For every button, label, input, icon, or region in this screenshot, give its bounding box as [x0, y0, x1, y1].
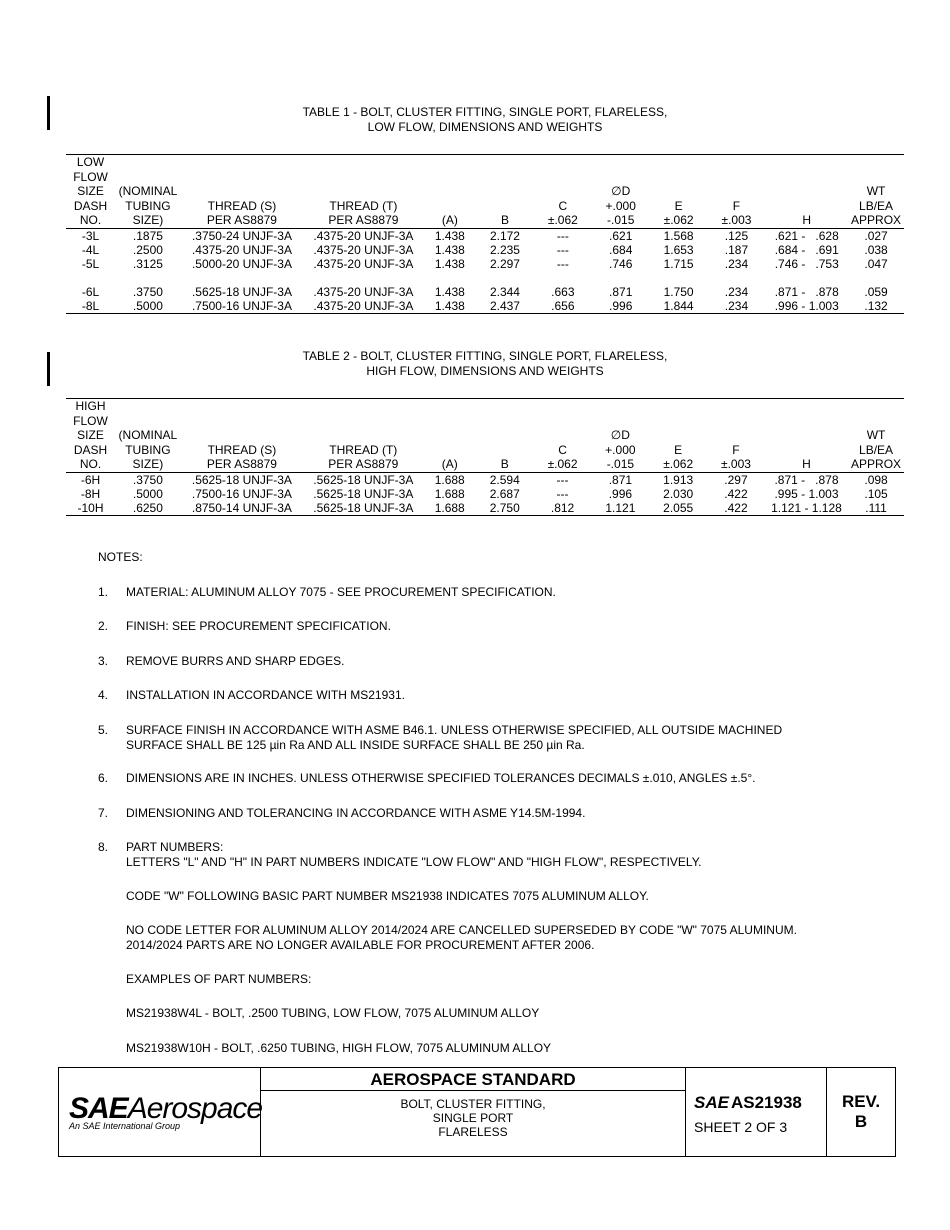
document-number-text: AS21938 — [730, 1093, 802, 1112]
cell-dim-d: .871 — [608, 472, 633, 487]
cell-thread-t: .4375-20 UNJF-3A — [303, 299, 424, 314]
table1-title-line1: TABLE 1 - BOLT, CLUSTER FITTING, SINGLE PORT, FLARELESS, — [302, 105, 668, 119]
col-header-dim-f-line: ±.003 — [721, 457, 751, 471]
col-header-tubing-size-line: TUBING — [125, 442, 171, 457]
cell-weight: .038 — [864, 242, 888, 257]
cell-dim-b: 2.172 — [489, 228, 520, 243]
col-header-dim-b — [476, 155, 534, 229]
cell-weight: .132 — [848, 299, 904, 314]
table1-header — [66, 155, 904, 229]
cell-dim-f: .125 — [724, 228, 749, 243]
col-header-tubing-size — [115, 399, 181, 473]
col-header-dash-no-line: FLOW — [73, 413, 108, 428]
col-header-dim-h — [765, 399, 848, 473]
cell-dash-no: -5L — [81, 256, 100, 271]
document-title — [261, 1097, 685, 1139]
cell-dim-c: .663 — [551, 284, 575, 299]
table-row — [66, 257, 904, 271]
cell-dim-e: 1.715 — [663, 256, 694, 271]
table2-header — [66, 399, 904, 473]
note-text-line: FINISH: SEE PROCUREMENT SPECIFICATION. — [126, 619, 391, 633]
note-paragraph-line: 2014/2024 PARTS ARE NO LONGER AVAILABLE FOR PROCUREMENT AFTER 2006. — [126, 938, 595, 952]
note-text-line: SURFACE FINISH IN ACCORDANCE WITH ASME B46.1. UNLESS OTHERWISE SPECIFIED, ALL OUTSIDE MACHINED — [126, 723, 783, 737]
col-header-dim-f — [708, 155, 766, 229]
col-header-dim-e-line: E — [674, 198, 683, 213]
cell-dim-c: .812 — [534, 501, 592, 516]
note-number: 4. — [98, 688, 109, 702]
cell-dim-h: 1.121 - 1.128 — [765, 501, 848, 516]
note-number: 3. — [98, 654, 109, 668]
col-header-dim-a — [424, 399, 476, 473]
note-paragraph — [126, 889, 886, 904]
col-header-weight-line: LB/EA — [859, 198, 894, 213]
note-text — [126, 723, 866, 753]
row-spacer — [66, 271, 904, 285]
cell-thread-s: .8750-14 UNJF-3A — [181, 501, 303, 516]
col-header-thread-t — [303, 399, 423, 473]
col-header-dim-d-line: ∅D — [611, 184, 631, 198]
cell-dim-b: 2.687 — [489, 486, 520, 501]
cell-weight: .027 — [864, 228, 888, 243]
cell-tubing-size: .2500 — [132, 242, 163, 257]
logo-subtitle: An SAE International Group — [69, 1121, 181, 1131]
col-header-weight-line: APPROX — [851, 213, 902, 227]
table2-header-row — [66, 399, 904, 473]
col-header-tubing-size — [115, 155, 181, 229]
note-text-line: MATERIAL: ALUMINUM ALLOY 7075 - SEE PROCUREMENT SPECIFICATION. — [126, 585, 556, 599]
cell-dim-b: 2.235 — [489, 242, 520, 257]
cell-dim-a: 1.438 — [424, 299, 476, 314]
cell-dim-b: 2.437 — [476, 299, 534, 314]
col-header-dim-c — [534, 399, 592, 473]
col-header-weight-line: LB/EA — [859, 442, 894, 457]
note-text — [126, 619, 866, 634]
cell-tubing-size: .3125 — [132, 256, 163, 271]
row-spacer-cell — [66, 271, 904, 285]
cell-dim-d: .996 — [592, 299, 650, 314]
cell-tubing-size: .6250 — [115, 501, 181, 516]
col-header-dim-d-line: +.000 — [605, 442, 636, 457]
col-header-dim-e-line: ±.062 — [663, 457, 694, 471]
cell-dim-c: --- — [556, 242, 569, 257]
col-header-thread-t-line: THREAD (T) — [329, 198, 398, 213]
cell-tubing-size: .5000 — [115, 299, 181, 314]
col-header-dash-no-line: SIZE — [77, 428, 104, 442]
note-text — [126, 654, 866, 669]
col-header-dim-d-line: -.015 — [606, 457, 635, 471]
cell-thread-t: .4375-20 UNJF-3A — [313, 242, 414, 257]
cell-dim-c: --- — [556, 256, 569, 271]
col-header-dash-no-line: NO. — [79, 213, 102, 227]
cell-dash-no: -8L — [66, 299, 115, 314]
table2-body — [66, 472, 904, 515]
cell-dim-e: 2.055 — [649, 501, 707, 516]
title-block — [58, 1067, 896, 1157]
cell-weight: .111 — [848, 501, 904, 516]
document-title-line3: FLARELESS — [438, 1125, 508, 1139]
cell-thread-t: .5625-18 UNJF-3A — [313, 486, 414, 501]
col-header-thread-t-line: PER AS8879 — [328, 213, 399, 227]
note-paragraph-line: EXAMPLES OF PART NUMBERS: — [126, 972, 312, 986]
col-header-weight — [848, 155, 904, 229]
col-header-dash-no-line: HIGH — [75, 399, 106, 413]
col-header-tubing-size-line: SIZE) — [132, 457, 164, 471]
note-number: 5. — [98, 723, 109, 737]
cell-thread-s: .7500-16 UNJF-3A — [191, 486, 292, 501]
document-title-line2: SINGLE PORT — [432, 1111, 514, 1125]
col-header-tubing-size-line: (NOMINAL — [118, 184, 178, 198]
col-header-dash-no-line: DASH — [73, 442, 108, 457]
col-header-dash-no-line: FLOW — [73, 169, 108, 184]
note-text-line: PART NUMBERS: — [126, 840, 224, 854]
col-header-dash-no-line: SIZE — [77, 184, 104, 198]
cell-thread-s: .5625-18 UNJF-3A — [191, 472, 292, 487]
cell-dim-a: 1.438 — [434, 256, 465, 271]
cell-dim-h: .871 - .878 — [774, 472, 839, 487]
col-header-dim-d-line: -.015 — [607, 213, 635, 227]
table-row — [66, 487, 904, 501]
col-header-thread-s-line: THREAD (S) — [207, 198, 277, 213]
revision — [827, 1092, 895, 1132]
cell-tubing-size: .3750 — [132, 284, 163, 299]
logo-aerospace-text: Aerospace — [127, 1092, 263, 1125]
cell-dim-e: 1.913 — [663, 472, 694, 487]
col-header-dim-f-line: F — [732, 198, 741, 213]
note-text — [126, 840, 866, 870]
col-header-dim-c-line: ±.062 — [547, 213, 578, 227]
cell-dash-no: -6L — [81, 284, 100, 299]
note-text-line: INSTALLATION IN ACCORDANCE WITH MS21931. — [126, 688, 405, 702]
col-header-dash-no — [66, 155, 115, 229]
note-paragraph — [126, 1006, 886, 1021]
col-header-dim-d-line: +.000 — [605, 198, 636, 213]
cell-dim-f: .422 — [724, 486, 748, 501]
cell-thread-s: .4375-20 UNJF-3A — [191, 242, 292, 257]
cell-dash-no: -3L — [81, 228, 100, 243]
col-header-dim-e-line: ±.062 — [663, 213, 694, 227]
table2-title-line2: HIGH FLOW, DIMENSIONS AND WEIGHTS — [366, 364, 604, 378]
cell-tubing-size: .5000 — [132, 486, 163, 501]
cell-dim-d: .746 — [609, 256, 633, 271]
col-header-thread-s — [181, 155, 303, 229]
col-header-dash-no-line: NO. — [79, 457, 102, 471]
table-row — [66, 501, 904, 516]
col-header-dim-d — [592, 155, 650, 229]
col-header-dim-a — [424, 155, 476, 229]
note-text-line: DIMENSIONS ARE IN INCHES. UNLESS OTHERWISE SPECIFIED TOLERANCES DECIMALS ±.010, ANGLES ±.5°. — [126, 771, 756, 785]
note-paragraph-line: NO CODE LETTER FOR ALUMINUM ALLOY 2014/2024 ARE CANCELLED SUPERSEDED BY CODE "W" 7075 ALUMINUM. — [126, 923, 797, 937]
logo-cell — [59, 1068, 261, 1156]
col-header-weight — [848, 399, 904, 473]
col-header-dim-f-line: F — [732, 442, 740, 457]
document-title-line1: BOLT, CLUSTER FITTING, — [400, 1097, 546, 1111]
col-header-thread-s — [181, 399, 303, 473]
notes-heading: NOTES: — [98, 550, 143, 564]
cell-thread-s: .7500-16 UNJF-3A — [181, 299, 303, 314]
cell-dim-b: 2.344 — [489, 284, 520, 299]
cell-dash-no: -8H — [80, 486, 101, 501]
col-header-thread-t-line: THREAD (T) — [329, 442, 398, 457]
col-header-dim-b-line: B — [500, 457, 509, 471]
cell-dim-a: 1.688 — [434, 486, 465, 501]
cell-dim-d: .996 — [608, 486, 633, 501]
title-cell — [261, 1068, 686, 1156]
cell-dim-a: 1.688 — [434, 472, 465, 487]
table2-title — [0, 349, 950, 379]
col-header-dash-no-line: LOW — [76, 155, 105, 169]
cell-dim-b: 2.594 — [489, 472, 520, 487]
cell-dim-e: 1.653 — [663, 242, 694, 257]
cell-dash-no: -10H — [66, 501, 115, 516]
cell-dim-e: 1.844 — [650, 299, 708, 314]
note-text — [126, 806, 866, 821]
cell-dim-c: --- — [556, 486, 569, 501]
col-header-dash-no-line: DASH — [73, 198, 108, 213]
col-header-dim-d-line: ∅D — [610, 428, 630, 442]
col-header-thread-s-line: PER AS8879 — [206, 457, 277, 471]
cell-thread-t: .5625-18 UNJF-3A — [303, 501, 423, 516]
logo-sae-text: SAE — [69, 1092, 128, 1125]
table1 — [66, 154, 904, 314]
cell-weight: .098 — [864, 472, 888, 487]
cell-dim-h: .871 - .878 — [774, 284, 839, 299]
cell-dim-c: --- — [556, 228, 569, 243]
cell-tubing-size: .1875 — [132, 228, 163, 243]
note-text — [126, 771, 866, 786]
cell-dim-f: .297 — [724, 472, 748, 487]
note-text-line: LETTERS "L" AND "H" IN PART NUMBERS INDICATE "LOW FLOW" AND "HIGH FLOW", RESPECTIVELY. — [126, 855, 702, 869]
sae-small-logo: SAE — [694, 1093, 729, 1112]
cell-dim-c: .656 — [534, 299, 592, 314]
cell-weight: .105 — [864, 486, 888, 501]
col-header-tubing-size-line: SIZE) — [132, 213, 164, 227]
cell-dim-h: .746 - .753 — [774, 256, 839, 271]
note-number: 1. — [98, 585, 109, 599]
table-row — [66, 243, 904, 257]
col-header-dim-c-line: C — [558, 198, 568, 213]
cell-dim-d: .621 — [609, 228, 633, 243]
col-header-dim-d — [591, 399, 649, 473]
table1-title-line2: LOW FLOW, DIMENSIONS AND WEIGHTS — [367, 120, 603, 134]
col-header-dim-c-line: C — [558, 442, 567, 457]
cell-dim-f: .234 — [724, 256, 749, 271]
cell-dim-h: .621 - .628 — [774, 228, 839, 243]
table2-title-line1: TABLE 2 - BOLT, CLUSTER FITTING, SINGLE PORT, FLARELESS, — [302, 349, 668, 363]
note-text — [126, 688, 866, 703]
cell-dim-f: .234 — [708, 299, 766, 314]
cell-dim-f: .187 — [724, 242, 749, 257]
cell-dim-c: --- — [556, 472, 569, 487]
cell-dim-e: 1.568 — [663, 228, 694, 243]
col-header-thread-s-line: THREAD (S) — [207, 442, 277, 457]
rev-cell — [827, 1068, 895, 1156]
cell-dim-b: 2.750 — [476, 501, 534, 516]
col-header-dim-e — [649, 399, 707, 473]
cell-dim-d: .684 — [609, 242, 633, 257]
col-header-thread-t — [303, 155, 424, 229]
revision-label: REV. — [841, 1092, 881, 1111]
col-header-dim-b-line: B — [500, 213, 509, 227]
cell-dim-e: 2.030 — [663, 486, 694, 501]
cell-thread-s: .5625-18 UNJF-3A — [191, 284, 292, 299]
document-number — [694, 1093, 802, 1113]
cell-weight: .047 — [864, 256, 888, 271]
col-header-dim-f — [707, 399, 765, 473]
col-header-thread-s-line: PER AS8879 — [206, 213, 277, 227]
cell-thread-t: .5625-18 UNJF-3A — [313, 472, 414, 487]
cell-dim-b: 2.297 — [489, 256, 520, 271]
col-header-dim-f-line: ±.003 — [721, 213, 752, 227]
cell-dash-no: -4L — [81, 242, 100, 257]
cell-thread-t: .4375-20 UNJF-3A — [313, 284, 414, 299]
col-header-dim-b — [476, 399, 534, 473]
cell-weight: .059 — [864, 284, 888, 299]
cell-dim-h: .995 - 1.003 — [774, 486, 839, 501]
note-text-line: SURFACE SHALL BE 125 µin Ra AND ALL INSIDE SURFACE SHALL BE 250 µin Ra. — [126, 738, 585, 752]
note-paragraph-line: MS21938W10H - BOLT, .6250 TUBING, HIGH FLOW, 7075 ALUMINUM ALLOY — [126, 1041, 552, 1055]
cell-dim-f: .422 — [707, 501, 765, 516]
col-header-tubing-size-line: TUBING — [125, 198, 171, 213]
col-header-dim-a-line: (A) — [441, 213, 458, 227]
col-header-dim-h-line: H — [802, 213, 812, 227]
note-text-line: DIMENSIONING AND TOLERANCING IN ACCORDANCE WITH ASME Y14.5M-1994. — [126, 806, 586, 820]
cell-dim-a: 1.438 — [434, 242, 465, 257]
col-header-weight-line: WT — [866, 428, 886, 442]
cell-thread-s: .5000-20 UNJF-3A — [191, 256, 292, 271]
col-header-dim-h — [765, 155, 848, 229]
col-header-dash-no — [66, 399, 115, 473]
cell-dim-h: .996 - 1.003 — [765, 299, 848, 314]
note-number: 8. — [98, 840, 109, 854]
cell-tubing-size: .3750 — [132, 472, 163, 487]
table2 — [66, 398, 904, 516]
note-paragraph-line: MS21938W4L - BOLT, .2500 TUBING, LOW FLOW, 7075 ALUMINUM ALLOY — [126, 1006, 540, 1020]
cell-dim-a: 1.438 — [434, 228, 465, 243]
note-paragraph — [126, 972, 886, 987]
sheet-number: SHEET 2 OF 3 — [694, 1119, 788, 1135]
cell-dim-e: 1.750 — [663, 284, 694, 299]
col-header-dim-e — [650, 155, 708, 229]
cell-thread-t: .4375-20 UNJF-3A — [313, 256, 414, 271]
cell-dim-f: .234 — [724, 284, 749, 299]
col-header-dim-a-line: (A) — [441, 457, 458, 471]
cell-dim-a: 1.438 — [434, 284, 465, 299]
table-row — [66, 472, 904, 487]
cell-thread-t: .4375-20 UNJF-3A — [313, 228, 414, 243]
cell-dim-d: 1.121 — [591, 501, 649, 516]
table1-body — [66, 228, 904, 313]
table-row — [66, 285, 904, 299]
note-number: 2. — [98, 619, 109, 633]
docno-cell — [686, 1068, 827, 1156]
note-text — [126, 585, 866, 600]
col-header-dim-c — [534, 155, 592, 229]
table-row — [66, 228, 904, 243]
col-header-weight-line: WT — [866, 184, 886, 198]
note-paragraph — [126, 1041, 886, 1056]
note-number: 7. — [98, 806, 109, 820]
revision-value: B — [854, 1112, 868, 1131]
col-header-dim-e-line: E — [674, 442, 683, 457]
table1-title — [0, 105, 950, 135]
cell-dim-a: 1.688 — [424, 501, 476, 516]
table1-header-row — [66, 155, 904, 229]
note-number: 6. — [98, 771, 109, 785]
cell-thread-s: .3750-24 UNJF-3A — [191, 228, 292, 243]
col-header-weight-line: APPROX — [851, 457, 902, 471]
note-text-line: REMOVE BURRS AND SHARP EDGES. — [126, 654, 345, 668]
table-row — [66, 299, 904, 314]
standard-heading: AEROSPACE STANDARD — [261, 1068, 685, 1091]
cell-dash-no: -6H — [80, 472, 101, 487]
cell-dim-d: .871 — [609, 284, 633, 299]
col-header-tubing-size-line: (NOMINAL — [118, 428, 178, 442]
col-header-thread-t-line: PER AS8879 — [328, 457, 399, 471]
note-paragraph-line: CODE "W" FOLLOWING BASIC PART NUMBER MS21938 INDICATES 7075 ALUMINUM ALLOY. — [126, 889, 649, 903]
col-header-dim-h-line: H — [802, 457, 811, 471]
col-header-dim-c-line: ±.062 — [547, 457, 578, 471]
note-paragraph — [126, 923, 886, 953]
cell-dim-h: .684 - .691 — [774, 242, 839, 257]
